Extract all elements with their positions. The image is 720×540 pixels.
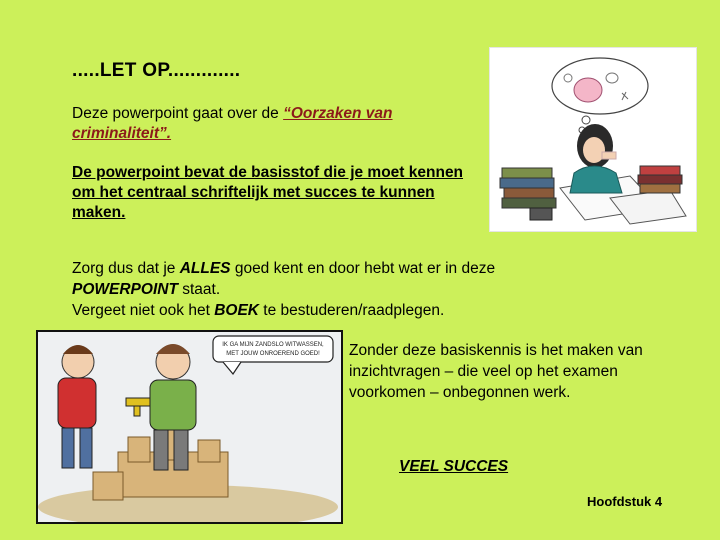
slide-title: .....LET OP............. — [72, 60, 241, 81]
instructions-emph-boek: BOEK — [214, 302, 259, 319]
instructions-emph-powerpoint: POWERPOINT — [72, 281, 178, 298]
success-text: VEEL SUCCES — [399, 458, 509, 475]
chapter-label: Hoofdstuk 4 — [587, 494, 663, 509]
intro-prefix: Deze powerpoint gaat over de — [72, 105, 284, 122]
instructions-line2-part1: Vergeet niet ook het — [72, 302, 215, 319]
sandcastle-cartoon-illustration — [36, 330, 343, 524]
instructions-part3: staat. — [177, 281, 221, 298]
instructions-text — [72, 258, 592, 321]
note-text: De powerpoint bevat de basisstof die je moet kennen om het centraal schriftelijk met succes te kunnen maken. — [72, 164, 464, 221]
instructions-part2: goed kent en door hebt wat er in deze — [230, 260, 496, 277]
intro-subject: “Oorzaken van criminaliteit”. — [72, 105, 393, 142]
svg-text:IK GA MIJN ZANDSLO WITWASSEN,: IK GA MIJN ZANDSLO WITWASSEN, — [222, 342, 324, 348]
instructions-part1: Zorg dus dat je — [72, 260, 180, 277]
intro-text — [72, 104, 472, 144]
instructions-emph-alles: ALLES — [179, 260, 231, 277]
student-studying-illustration — [489, 47, 697, 232]
instructions-line2-part2: te bestuderen/raadplegen. — [258, 302, 445, 319]
svg-text:MET JOUW ONROEREND GOED!: MET JOUW ONROEREND GOED! — [226, 351, 320, 357]
knowledge-text: Zonder deze basiskennis is het maken van inzichtvragen – die veel op het examen voorkomen – onbegonnen werk. — [349, 342, 643, 401]
